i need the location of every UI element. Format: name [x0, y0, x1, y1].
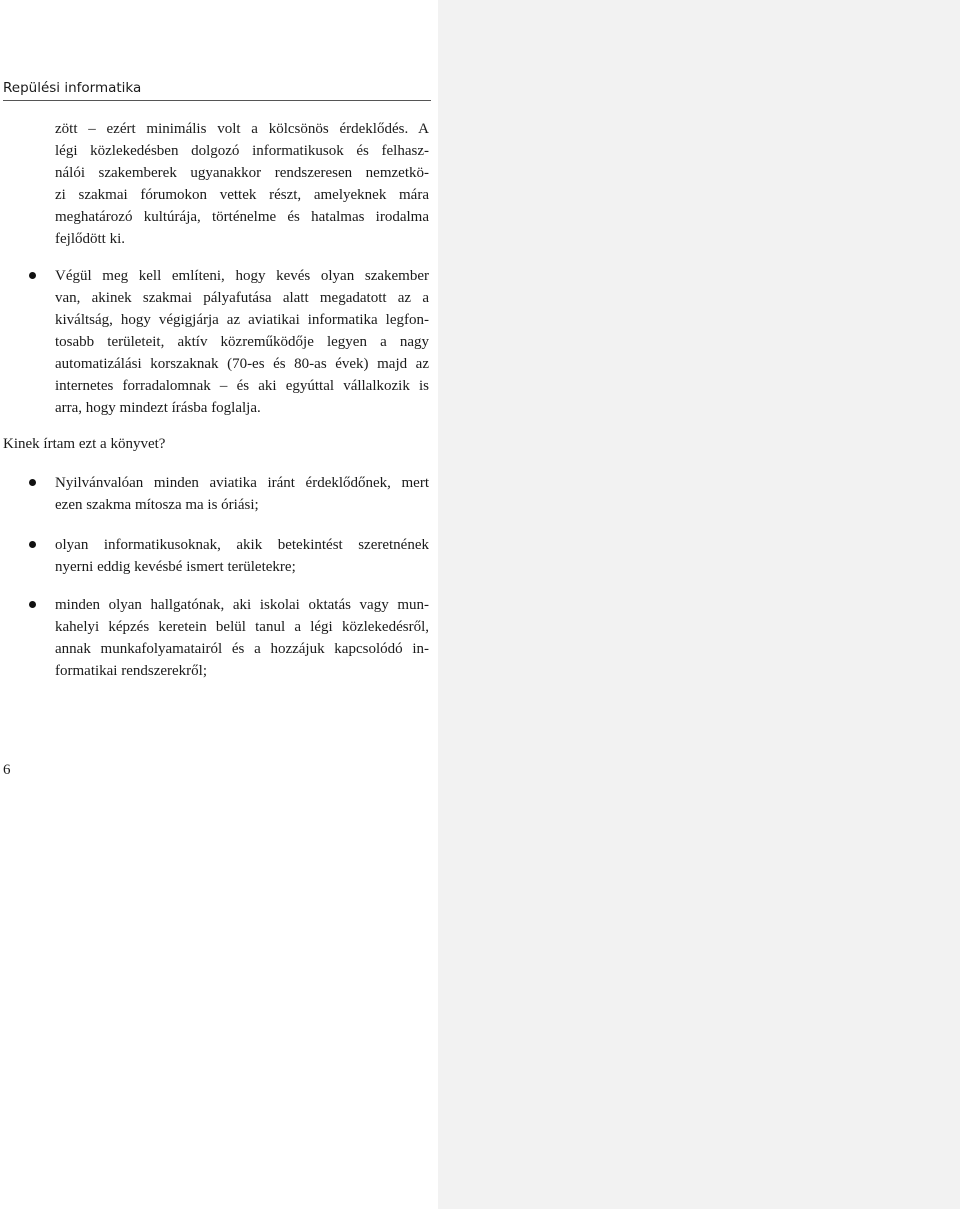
text-line: nálói szakemberek ugyanakkor rendszeresen nemzetkö-: [55, 165, 429, 181]
text-line: internetes forradalomnak – és aki egyúttal vállalkozik is: [55, 378, 429, 394]
text-line: van, akinek szakmai pályafutása alatt megadatott az a: [55, 290, 429, 306]
bullet-icon: [29, 272, 36, 279]
text-line: Nyilvánvalóan minden aviatika iránt érdeklődőnek, mert: [55, 475, 429, 491]
text-line: zött – ezért minimális volt a kölcsönös érdeklődés. A: [55, 121, 429, 137]
text-line: formatikai rendszerekről;: [55, 663, 208, 679]
text-line: légi közlekedésben dolgozó informatikusok és felhasz-: [55, 143, 429, 159]
text-line: kiváltság, hogy végigjárja az aviatikai informatika legfon-: [55, 312, 429, 328]
text-line: minden olyan hallgatónak, aki iskolai oktatás vagy mun-: [55, 597, 429, 613]
text-line: ezen szakma mítosza ma is óriási;: [55, 497, 259, 513]
bullet-icon: [29, 541, 36, 548]
page-number: 6: [3, 762, 11, 778]
text-line: zi szakmai fórumokon vettek részt, amelyeknek mára: [55, 187, 429, 203]
bullet-icon: [29, 479, 36, 486]
text-line: fejlődött ki.: [55, 231, 125, 247]
gray-side-panel: [438, 0, 960, 1209]
header-title: Repülési informatika: [3, 80, 142, 96]
text-line: kahelyi képzés keretein belül tanul a légi közlekedésről,: [55, 619, 429, 635]
running-header: [3, 78, 431, 101]
text-line: nyerni eddig kevésbé ismert területekre;: [55, 559, 296, 575]
document-page: [0, 0, 438, 1209]
text-line: olyan informatikusoknak, akik betekintést szeretnének: [55, 537, 429, 553]
bullet-icon: [29, 601, 36, 608]
text-line: arra, hogy mindezt írásba foglalja.: [55, 400, 261, 416]
text-line: meghatározó kultúrája, történelme és hatalmas irodalma: [55, 209, 429, 225]
question-heading: Kinek írtam ezt a könyvet?: [3, 436, 166, 452]
text-line: automatizálási korszaknak (70-es és 80-as évek) majd az: [55, 356, 429, 372]
text-line: Végül meg kell említeni, hogy kevés olyan szakember: [55, 268, 429, 284]
text-line: annak munkafolyamatairól és a hozzájuk kapcsolódó in-: [55, 641, 429, 657]
text-line: tosabb területeit, aktív közreműködője legyen a nagy: [55, 334, 429, 350]
